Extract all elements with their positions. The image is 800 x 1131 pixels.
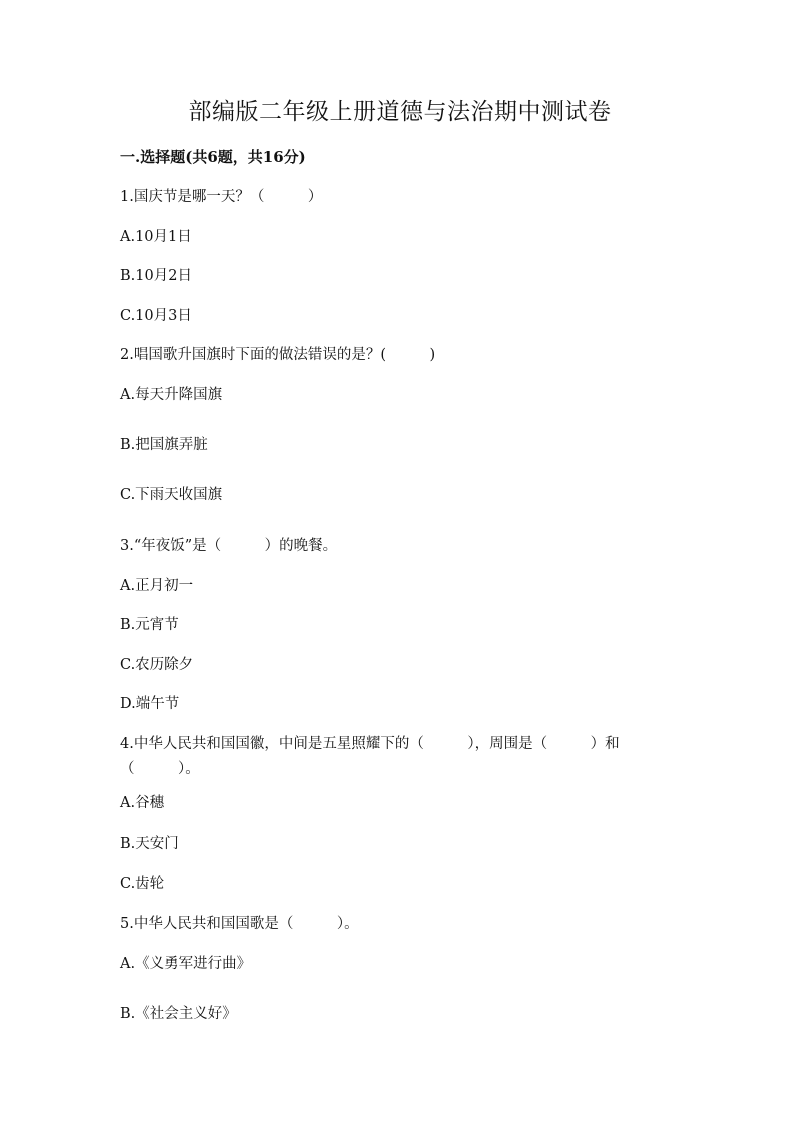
question-stem: 2.唱国歌升国旗时下面的做法错误的是？( ) [120, 347, 436, 363]
answer-option: A.谷穗 [120, 795, 165, 811]
answer-option: B.10月2日 [120, 268, 192, 284]
question-stem: 3.“年夜饭”是（ ）的晚餐。 [120, 538, 338, 554]
answer-option: A.正月初一 [120, 578, 194, 594]
answer-option: C.齿轮 [120, 876, 165, 892]
answer-option: A.《义勇军进行曲》 [120, 956, 252, 972]
answer-option: C.下雨天收国旗 [120, 487, 223, 503]
answer-option: C.农历除夕 [120, 657, 194, 673]
answer-option: B.把国旗弄脏 [120, 437, 208, 453]
answer-option: A.10月1日 [120, 229, 192, 245]
answer-option: B.元宵节 [120, 617, 179, 633]
question-stem: 5.中华人民共和国国歌是（ ）。 [120, 916, 359, 932]
answer-option: A.每天升降国旗 [120, 387, 223, 403]
answer-option: B.《社会主义好》 [120, 1006, 237, 1022]
document-title: 部编版二年级上册道德与法治期中测试卷 [188, 99, 612, 125]
answer-option: C.10月3日 [120, 308, 192, 324]
question-stem: 4.中华人民共和国国徽，中间是五星照耀下的（ ），周围是（ ）和（ ）。 [120, 736, 620, 777]
section-heading: 一.选择题(共6题，共16分) [120, 148, 306, 166]
question-stem: 1.国庆节是哪一天？（ ） [120, 189, 323, 205]
answer-option: B.天安门 [120, 836, 179, 852]
answer-option: D.端午节 [120, 696, 180, 712]
